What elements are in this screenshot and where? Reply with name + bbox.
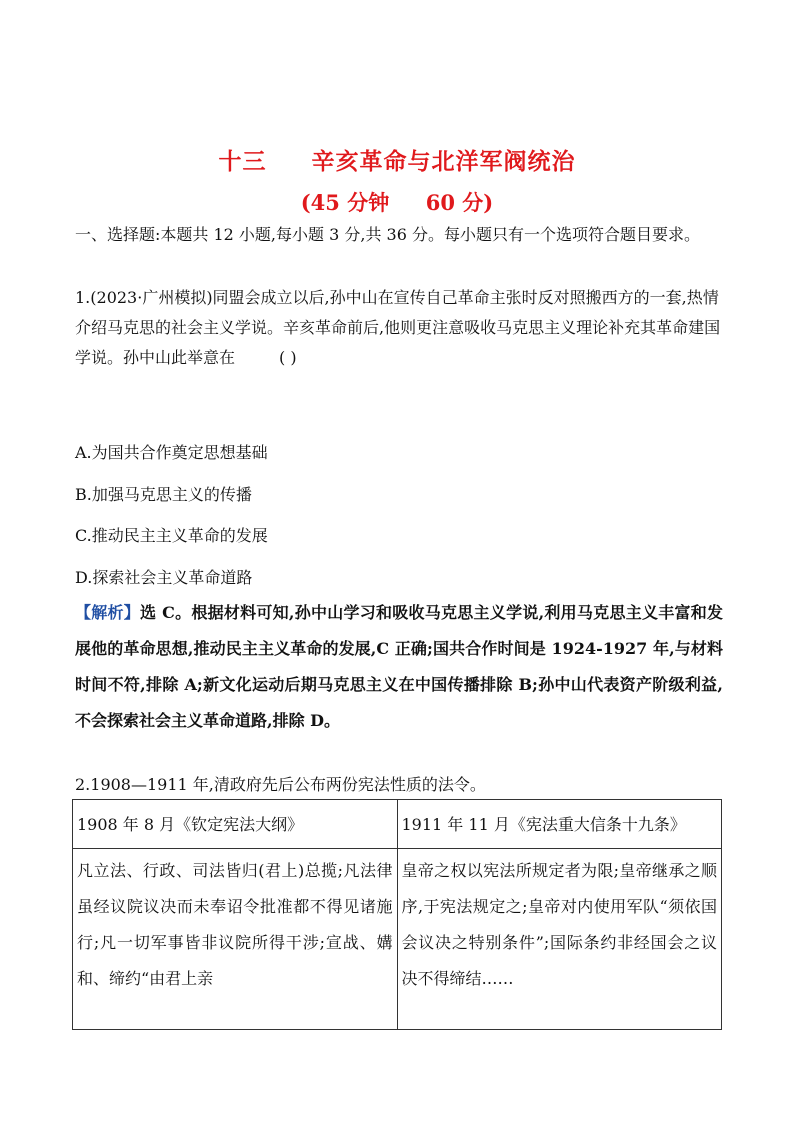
option-c: C.推动民主主义革命的发展 <box>75 526 268 545</box>
analysis-tag: 【解析】 <box>75 603 141 622</box>
option-a: A.为国共合作奠定思想基础 <box>75 443 268 462</box>
question-1-text: 1.(2023·广州模拟)同盟会成立以后,孙中山在宣传自己革命主张时反对照搬西方的一套,热情介绍马克思的社会主义学说。辛亥革命前后,他则更注意吸收马克思主义理论补充其革命建国学说。孙中山此举意在 <box>75 288 721 367</box>
constitution-table <box>72 799 722 1030</box>
question-2-stem: 2.1908—1911 年,清政府先后公布两份宪法性质的法令。 <box>75 775 486 794</box>
answer-paren: ( ) <box>279 348 297 367</box>
analysis <box>75 595 723 739</box>
page-title: 十三 辛亥革命与北洋军阀统治 <box>218 149 576 175</box>
page-subtitle: (45 分钟 60 分) <box>300 190 494 215</box>
analysis-text: 选 C。根据材料可知,孙中山学习和吸收马克思主义学说,利用马克思主义丰富和发展他的革命思想,推动民主主义革命的发展,C 正确;国共合作时间是 1924-1927 年,与材料时间不符,排除 A;新文化运动后期马克思主义在中国传播排除 B;孙中山代表资产阶级利益,不会探索社会主义革命道路,排除 D。 <box>75 603 723 730</box>
table-header-row <box>73 800 722 849</box>
option-b: B.加强马克思主义的传播 <box>75 485 252 504</box>
table-cell: 皇帝之权以宪法所规定者为限;皇帝继承之顺序,于宪法规定之;皇帝对内使用军队“须依国会议决之特别条件”;国际条约非经国会之议决不得缔结…… <box>397 849 722 1030</box>
table-header-cell: 1911 年 11 月《宪法重大信条十九条》 <box>397 800 722 849</box>
section-instruction: 一、选择题:本题共 12 小题,每小题 3 分,共 36 分。每小题只有一个选项符合题目要求。 <box>75 225 700 244</box>
question-1-stem <box>75 283 725 373</box>
option-d: D.探索社会主义革命道路 <box>75 568 253 587</box>
table-row <box>73 849 722 1030</box>
table-cell: 凡立法、行政、司法皆归(君上)总揽;凡法律虽经议院议决而未奉诏令批准都不得见诸施行;凡一切军事皆非议院所得干涉;宣战、媾和、缔约“由君上亲 <box>73 849 398 1030</box>
table-header-cell: 1908 年 8 月《钦定宪法大纲》 <box>73 800 398 849</box>
